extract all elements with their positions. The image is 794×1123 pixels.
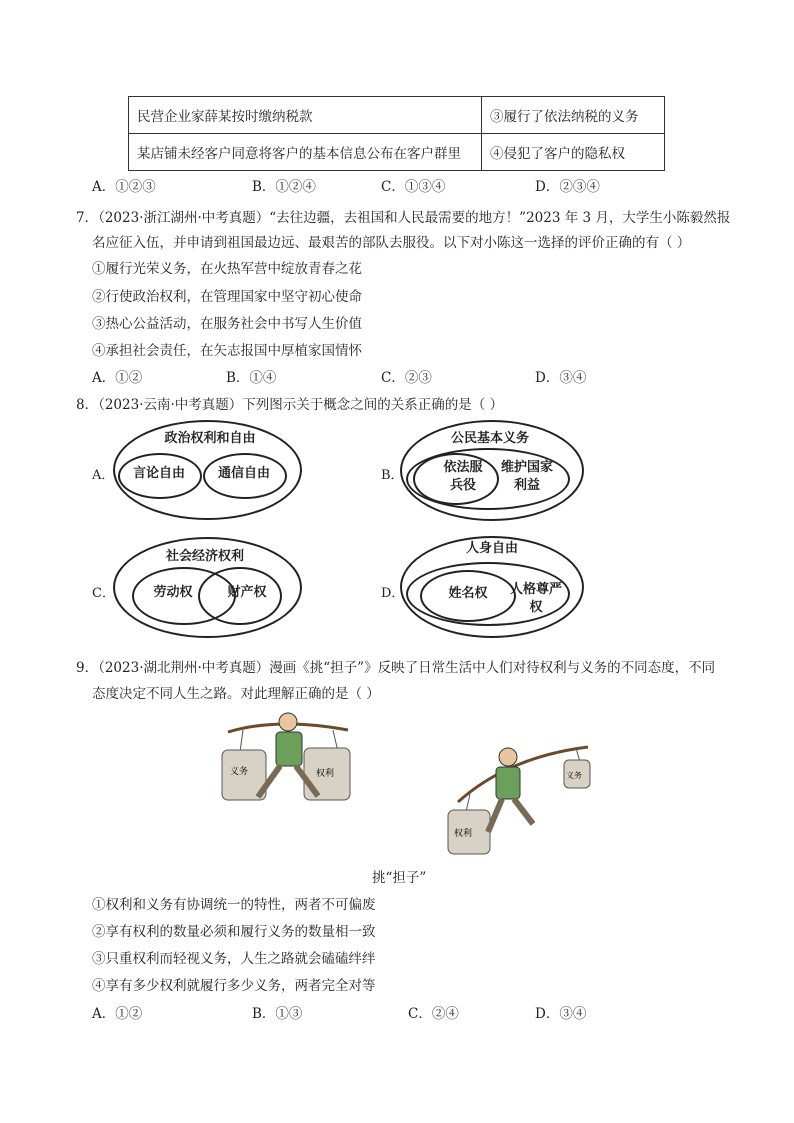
q9-option-b[interactable]: B．①③ [252, 1006, 303, 1022]
table-cell: ④侵犯了客户的隐私权 [482, 134, 665, 171]
q7-option-a[interactable]: A．①② [92, 370, 143, 386]
q9-stem: 9．（2023·湖北荆州·中考真题）漫画《挑“担子”》反映了日常生活中人们对待权利与义务的不同态度，不同 [76, 660, 716, 676]
diagram-a-title: 政治权利和自由 [164, 431, 256, 446]
q7-option-c[interactable]: C．②③ [381, 370, 432, 386]
q8-option-c[interactable]: C． [92, 586, 115, 601]
q7-item-2: ②行使政治权利，在管理国家中坚守初心使命 [92, 289, 362, 305]
q9-option-d[interactable]: D．③④ [535, 1006, 587, 1022]
left-basket1-text: 义务 [230, 767, 249, 777]
table-cell: 民营企业家薛某按时缴纳税款 [129, 97, 482, 134]
diagram-b-inner1-label: 依法服兵役 [443, 460, 483, 493]
diagram-b-title: 公民基本义务 [450, 431, 529, 446]
diagram-d-title: 人身自由 [465, 541, 518, 556]
q7-item-1: ①履行光荣义务，在火热军营中绽放青春之花 [92, 261, 362, 277]
q6-option-d[interactable]: D．②③④ [535, 179, 600, 195]
cartoon-left-figure [222, 713, 350, 800]
q9-item-2: ②享有权利的数量必须和履行义务的数量相一致 [92, 924, 376, 940]
q7-option-b[interactable]: B．①④ [226, 370, 277, 386]
q8-option-b[interactable]: B． [381, 468, 404, 483]
q8-stem: 8．（2023·云南·中考真题）下列图示关于概念之间的关系正确的是（ ） [76, 397, 504, 413]
q7-stem-cont: 名应征入伍，并申请到祖国最边远、最艰苦的部队去服役。以下对小陈这一选择的评价正确的有（ ） [92, 235, 691, 251]
q9-item-4: ④享有多少权利就履行多少义务，两者完全对等 [92, 978, 376, 994]
q9-item-3: ③只重权利而轻视义务，人生之路就会磕磕绊绊 [92, 951, 376, 967]
diagram-c-inner2-label: 财产权 [227, 585, 267, 600]
table-cell: ③履行了依法纳税的义务 [482, 97, 665, 134]
q9-option-a[interactable]: A．①② [92, 1006, 143, 1022]
q8-option-d[interactable]: D． [381, 586, 405, 601]
q7-item-3: ③热心公益活动，在服务社会中书写人生价值 [92, 316, 362, 332]
diagram-c-inner1-label: 劳动权 [153, 585, 193, 600]
cartoon-caption: 挑“担子” [372, 870, 427, 886]
right-basket1-text: 权利 [454, 829, 473, 839]
diagram-a-inner2-label: 通信自由 [217, 466, 270, 481]
q9-item-1: ①权利和义务有协调统一的特性，两者不可偏废 [92, 897, 376, 913]
cartoon-image [208, 712, 592, 857]
table-row [129, 134, 665, 171]
answer-table [128, 96, 665, 171]
q7-stem: 7．（2023·浙江湖州·中考真题）“去往边疆，去祖国和人民最需要的地方！”2023 年 3 月，大学生小陈毅然报 [76, 210, 731, 226]
diagram-a-inner1-label: 言论自由 [132, 466, 185, 481]
q6-option-c[interactable]: C．①③④ [381, 179, 446, 195]
q6-option-a[interactable]: A．①②③ [92, 179, 156, 195]
diagram-c-title: 社会经济权利 [165, 549, 244, 564]
diagram-d-inner1-label: 姓名权 [448, 586, 488, 601]
left-basket2-text: 权利 [316, 769, 335, 779]
right-basket2-text: 义务 [566, 771, 582, 780]
q7-item-4: ④承担社会责任，在矢志报国中厚植家国情怀 [92, 343, 362, 359]
q9-option-c[interactable]: C．②④ [408, 1006, 459, 1022]
table-cell: 某店铺未经客户同意将客户的基本信息公布在客户群里 [129, 134, 482, 171]
q7-option-d[interactable]: D．③④ [535, 370, 587, 386]
diagram-b-inner2-label: 维护国家利益 [501, 460, 554, 493]
table-row [129, 97, 665, 134]
q8-option-a[interactable]: A． [92, 468, 115, 483]
q6-option-b[interactable]: B．①②④ [252, 179, 316, 195]
q9-stem-cont: 态度决定不同人生之路。对此理解正确的是（ ） [92, 686, 380, 702]
diagram-d-inner2-label: 人格尊严权 [510, 582, 563, 615]
